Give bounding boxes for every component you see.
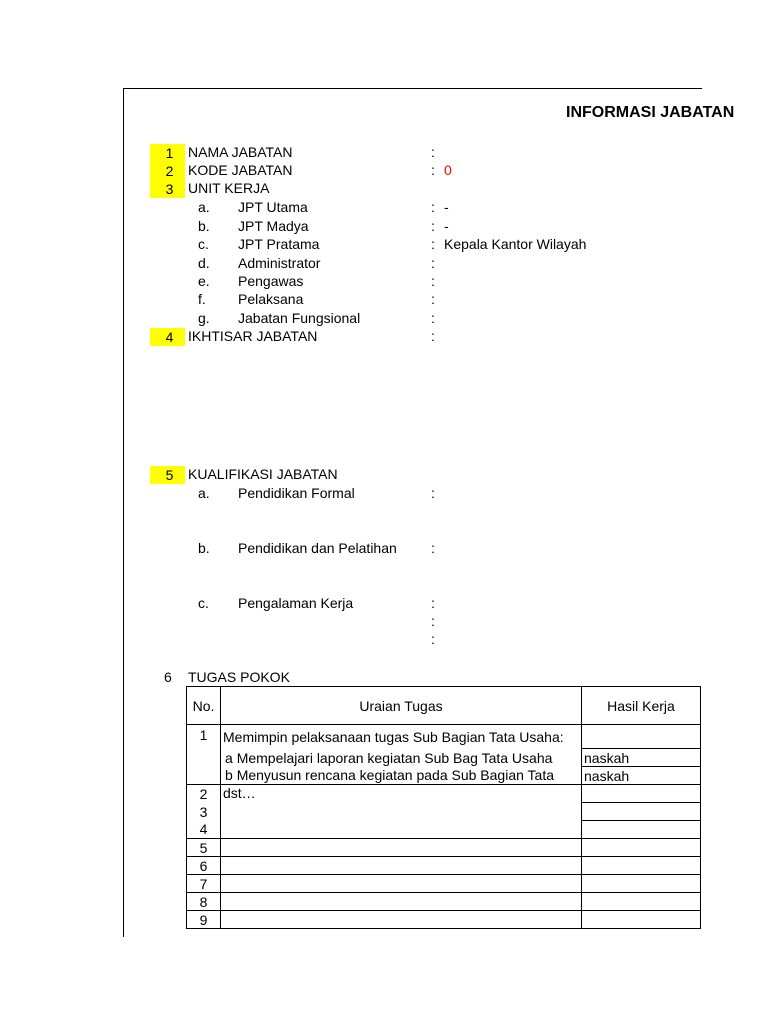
header-uraian: Uraian Tugas	[221, 687, 582, 725]
sub-label-jpt-madya: JPT Madya	[238, 218, 309, 234]
tugas-pokok-table	[186, 686, 701, 929]
table-row	[187, 893, 701, 911]
item-label-unit-kerja: UNIT KERJA	[188, 180, 270, 196]
item-number-2: 2	[150, 162, 185, 180]
kode-jabatan-value: 0	[444, 162, 452, 178]
colon: :	[431, 255, 435, 271]
row-number: 4	[187, 821, 221, 839]
table-row	[187, 785, 701, 803]
header-hasil: Hasil Kerja	[582, 687, 701, 725]
table-header-row	[187, 687, 701, 725]
row-hasil	[582, 785, 701, 803]
table-row	[187, 749, 701, 767]
row-number: 1	[187, 725, 221, 785]
row-uraian	[221, 875, 582, 893]
item-label-nama-jabatan: NAMA JABATAN	[188, 144, 293, 160]
table-row	[187, 767, 701, 785]
sub-label-pelaksana: Pelaksana	[238, 291, 304, 307]
row-hasil	[582, 911, 701, 929]
row-sub-uraian: a Mempelajari laporan kegiatan Sub Bag Tata Usaha	[221, 749, 582, 767]
item-label-tugas-pokok: TUGAS POKOK	[188, 669, 290, 685]
row-number: 8	[187, 893, 221, 911]
row-hasil	[582, 857, 701, 875]
row-hasil: naskah	[582, 749, 701, 767]
table-row	[187, 875, 701, 893]
colon: :	[431, 595, 435, 611]
jpt-utama-value: -	[444, 199, 449, 215]
sub-letter: a.	[198, 485, 210, 501]
row-hasil: naskah	[582, 767, 701, 785]
sub-letter: f.	[198, 291, 206, 307]
sub-label-jabatan-fungsional: Jabatan Fungsional	[238, 310, 361, 326]
row-uraian-dst: dst…	[221, 785, 582, 839]
sub-letter: a.	[198, 199, 210, 215]
row-number: 9	[187, 911, 221, 929]
header-no: No.	[187, 687, 221, 725]
colon: :	[431, 291, 435, 307]
item-number-6: 6	[164, 669, 172, 685]
item-number-1: 1	[150, 144, 185, 162]
row-number: 2	[187, 785, 221, 803]
sub-letter: d.	[198, 255, 210, 271]
colon: :	[431, 218, 435, 234]
sub-label-pengawas: Pengawas	[238, 273, 304, 289]
row-hasil	[582, 725, 701, 749]
sub-label-jpt-utama: JPT Utama	[238, 199, 308, 215]
colon: :	[431, 273, 435, 289]
row-uraian	[221, 911, 582, 929]
row-uraian	[221, 893, 582, 911]
sub-letter: c.	[198, 236, 209, 252]
colon: :	[431, 236, 435, 252]
row-hasil	[582, 875, 701, 893]
colon: :	[431, 540, 435, 556]
colon: :	[431, 631, 435, 647]
page-title: INFORMASI JABATAN	[566, 104, 735, 121]
colon: :	[431, 328, 435, 344]
sub-letter: e.	[198, 273, 210, 289]
colon: :	[431, 613, 435, 629]
jpt-pratama-value: Kepala Kantor Wilayah	[444, 236, 587, 252]
sub-letter: b.	[198, 540, 210, 556]
row-uraian	[221, 857, 582, 875]
row-uraian	[221, 839, 582, 857]
row-sub-uraian: b Menyusun rencana kegiatan pada Sub Bagian Tata	[221, 767, 582, 785]
sub-label-administrator: Administrator	[238, 255, 321, 271]
sub-label-pendidikan-formal: Pendidikan Formal	[238, 485, 355, 501]
row-number: 5	[187, 839, 221, 857]
colon: :	[431, 310, 435, 326]
sub-label-jpt-pratama: JPT Pratama	[238, 236, 320, 252]
row-uraian: Memimpin pelaksanaan tugas Sub Bagian Tata Usaha:	[221, 725, 582, 749]
sub-letter: c.	[198, 595, 209, 611]
sub-label-pendidikan-pelatihan: Pendidikan dan Pelatihan	[238, 540, 397, 556]
item-label-kualifikasi-jabatan: KUALIFIKASI JABATAN	[188, 466, 338, 482]
item-number-3: 3	[150, 180, 185, 198]
row-hasil	[582, 821, 701, 839]
colon: :	[431, 199, 435, 215]
table-row	[187, 857, 701, 875]
row-number: 6	[187, 857, 221, 875]
item-label-kode-jabatan: KODE JABATAN	[188, 162, 293, 178]
row-hasil	[582, 893, 701, 911]
row-number: 3	[187, 803, 221, 821]
sub-letter: g.	[198, 310, 210, 326]
row-hasil	[582, 839, 701, 857]
colon: :	[431, 485, 435, 501]
row-hasil	[582, 803, 701, 821]
item-number-5: 5	[150, 466, 185, 484]
table-row	[187, 839, 701, 857]
colon: :	[431, 144, 435, 160]
table-row	[187, 725, 701, 749]
colon: :	[431, 162, 435, 178]
sub-label-pengalaman-kerja: Pengalaman Kerja	[238, 595, 354, 611]
item-number-4: 4	[150, 328, 185, 346]
table-row	[187, 911, 701, 929]
row-number: 7	[187, 875, 221, 893]
sub-letter: b.	[198, 218, 210, 234]
jpt-madya-value: -	[444, 218, 449, 234]
item-label-ikhtisar-jabatan: IKHTISAR JABATAN	[188, 328, 318, 344]
